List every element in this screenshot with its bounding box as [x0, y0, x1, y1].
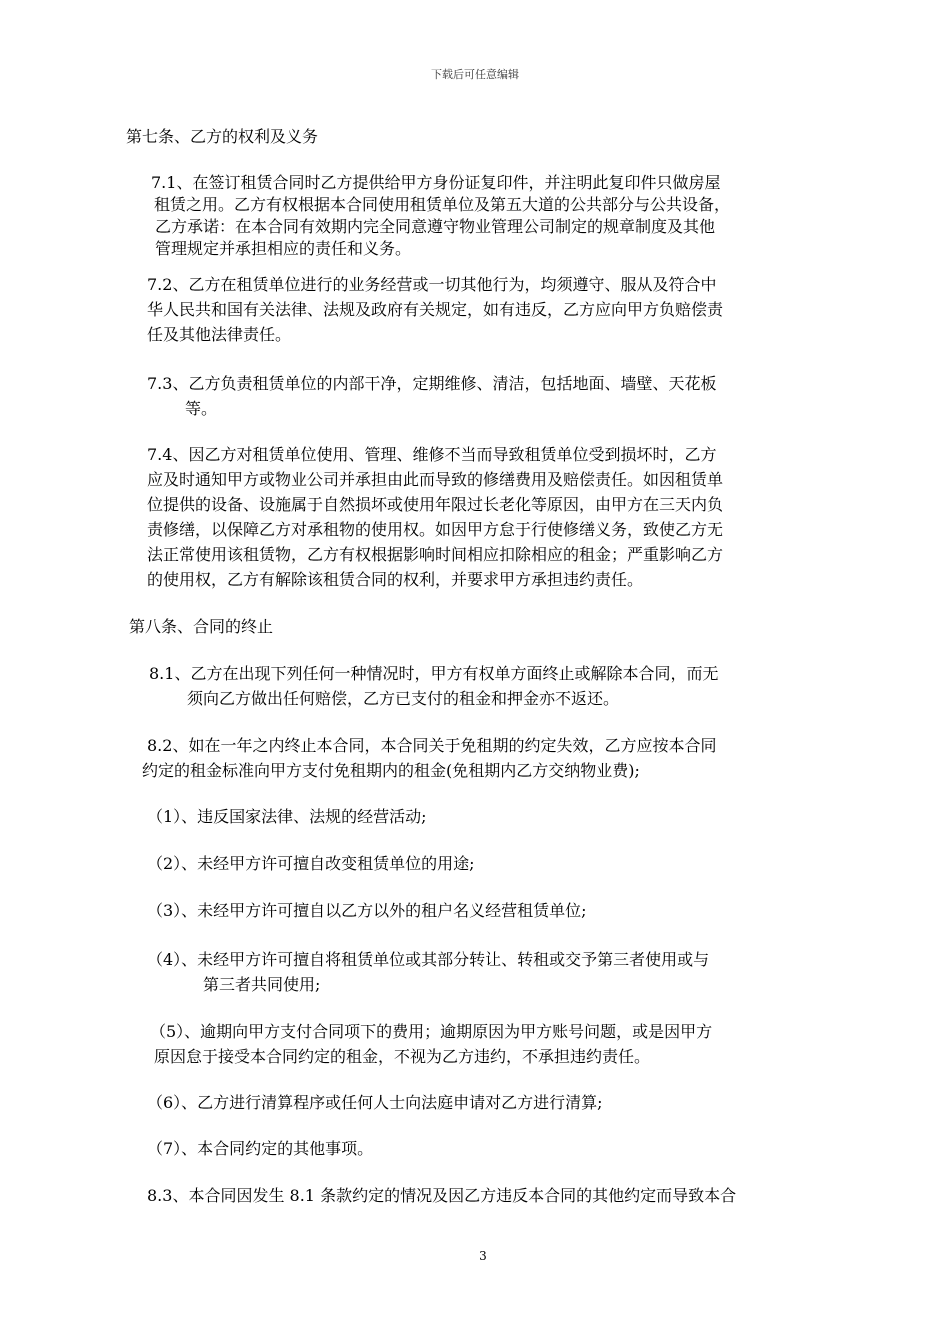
clause-8-3: [147, 1185, 736, 1207]
clause-8-2: [142, 733, 717, 783]
clause-7-4-line-4: 责修缮，以保障乙方对承租物的使用权。如因甲方怠于行使修缮义务，致使乙方无: [147, 520, 724, 539]
list-item-3: [147, 900, 587, 922]
clause-7-4-line-6: 的使用权，乙方有解除该租赁合同的权利，并要求甲方承担违约责任。: [147, 570, 644, 589]
list-item-2-text: （2）、未经甲方许可擅自改变租赁单位的用途;: [147, 854, 475, 873]
clause-8-2-line-2: 约定的租金标准向甲方支付免租期内的租金(免租期内乙方交纳物业费);: [142, 761, 640, 780]
list-item-2: [147, 853, 475, 875]
list-item-7-text: （7）、本合同约定的其他事项。: [147, 1139, 374, 1158]
list-item-5: [150, 1019, 712, 1069]
clause-7-1: [151, 172, 730, 260]
clause-7-1-line-1: 7.1、在签订租赁合同时乙方提供给甲方身份证复印件，并注明此复印件只做房屋: [151, 173, 721, 192]
clause-7-4: [147, 442, 723, 592]
clause-8-3-line-1: 8.3、本合同因发生 8.1 条款约定的情况及因乙方违反本合同的其他约定而导致本合: [147, 1186, 737, 1205]
list-item-6: [147, 1092, 603, 1114]
article-7-heading: [126, 126, 318, 148]
list-item-6-text: （6）、乙方进行清算程序或任何人士向法庭申请对乙方进行清算;: [147, 1093, 603, 1112]
list-item-4: [147, 947, 709, 997]
clause-7-2-line-3: 任及其他法律责任。: [147, 325, 292, 344]
clause-7-4-line-1: 7.4、因乙方对租赁单位使用、管理、维修不当而导致租赁单位受到损坏时，乙方: [147, 445, 717, 464]
article-8-title: 第八条、合同的终止: [129, 617, 274, 636]
list-item-1-text: （1）、违反国家法律、法规的经营活动;: [147, 807, 427, 826]
clause-8-1: [149, 661, 718, 711]
clause-7-1-line-2: 租赁之用。乙方有权根据本合同使用租赁单位及第五大道的公共部分与公共设备，: [154, 195, 731, 214]
list-item-3-text: （3）、未经甲方许可擅自以乙方以外的租户名义经营租赁单位;: [147, 901, 587, 920]
list-item-1: [147, 806, 427, 828]
clause-8-2-line-1: 8.2、如在一年之内终止本合同，本合同关于免租期的约定失效，乙方应按本合同: [147, 736, 717, 755]
clause-7-1-line-3: 乙方承诺：在本合同有效期内完全同意遵守物业管理公司制定的规章制度及其他: [155, 217, 716, 236]
clause-7-2-line-2: 华人民共和国有关法律、法规及政府有关规定，如有违反，乙方应向甲方负赔偿责: [147, 300, 724, 319]
clause-7-4-line-2: 应及时通知甲方或物业公司并承担由此而导致的修缮费用及赔偿责任。如因租赁单: [147, 470, 724, 489]
list-item-7: [147, 1138, 373, 1160]
clause-8-1-line-1: 8.1、乙方在出现下列任何一种情况时，甲方有权单方面终止或解除本合同，而无: [149, 664, 719, 683]
page-header-note: 下载后可任意编辑: [431, 68, 519, 81]
clause-7-4-line-5: 法正常使用该租赁物，乙方有权根据影响时间相应扣除相应的租金；严重影响乙方: [147, 545, 724, 564]
clause-7-2-line-1: 7.2、乙方在租赁单位进行的业务经营或一切其他行为，均须遵守、服从及符合中: [147, 275, 717, 294]
clause-7-2: [147, 272, 723, 347]
clause-7-1-line-4: 管理规定并承担相应的责任和义务。: [155, 239, 412, 258]
clause-7-4-line-3: 位提供的设备、设施属于自然损坏或使用年限过长老化等原因，由甲方在三天内负: [147, 495, 724, 514]
list-item-4-line-1: （4）、未经甲方许可擅自将租赁单位或其部分转让、转租或交予第三者使用或与: [147, 950, 710, 969]
list-item-5-line-2: 原因怠于接受本合同约定的租金，不视为乙方违约，不承担违约责任。: [154, 1047, 651, 1066]
clause-7-3-line-2: 等。: [185, 399, 218, 418]
clause-7-3: [147, 371, 716, 421]
article-7-title: 第七条、乙方的权利及义务: [126, 127, 319, 146]
list-item-4-line-2: 第三者共同使用;: [203, 975, 321, 994]
list-item-5-line-1: （5）、逾期向甲方支付合同项下的费用；逾期原因为甲方账号问题，或是因甲方: [150, 1022, 713, 1041]
article-8-heading: [129, 616, 273, 638]
clause-8-1-line-2: 须向乙方做出任何赔偿，乙方已支付的租金和押金亦不返还。: [187, 689, 620, 708]
clause-7-3-line-1: 7.3、乙方负责租赁单位的内部干净，定期维修、清洁，包括地面、墙壁、天花板: [147, 374, 717, 393]
page-number: 3: [479, 1249, 487, 1263]
